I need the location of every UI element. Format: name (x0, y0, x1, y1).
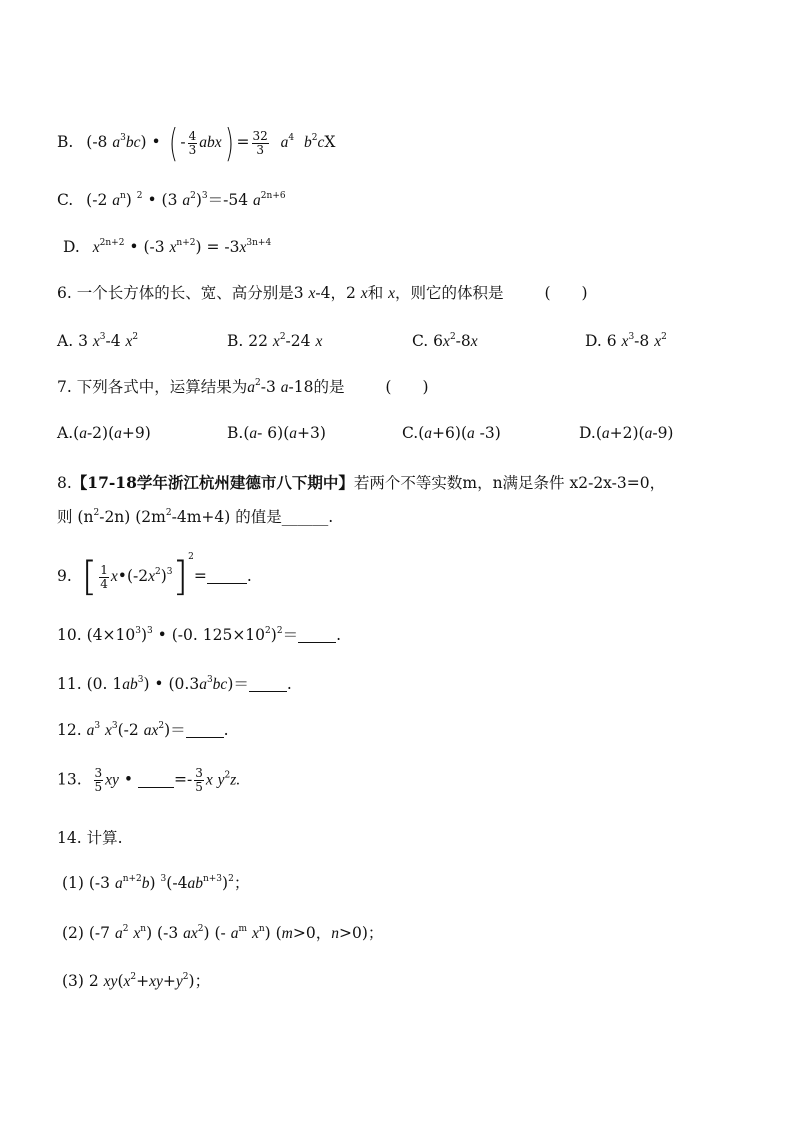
answer-blank[interactable] (186, 723, 224, 738)
fraction: $\frac{3}{5}$ (94, 766, 103, 794)
q5-option-d: D. $x^{2n+2}$ • (-3 $x^{n+2}) = -3x^{3n+4}$ (63, 238, 272, 256)
q13-question: 13. $\frac{3}{5}$ xy • =- $\frac{3}{5}$ x $y^2z$. (57, 766, 241, 794)
fraction: $\frac{1}{4}$ (100, 562, 108, 591)
answer-blank[interactable] (249, 677, 287, 692)
q8-stem: 8.【17-18学年浙江杭州建德市八下期中】若两个不等实数m，n满足条件 x2-2x-3=0， (57, 473, 666, 492)
q14-part-3: (3) 2 $xy(x^2+xy+y^2)$； (62, 972, 211, 990)
q6-stem: 6. 一个长方体的长、宽、高分别是3 x-4，2 x和 x，则它的体积是 ( ) (57, 284, 588, 302)
q7-stem: 7. 下列各式中，运算结果为$a^2-3$ a-18的是 ( ) (57, 378, 429, 396)
q11-question: 11. (0. $1ab^3$) • $(0.3a^3bc)=$ . (57, 675, 292, 693)
fraction: $\frac{3}{5}$ (195, 766, 203, 794)
answer-blank[interactable] (207, 569, 247, 584)
fraction: $\frac{4}{3}$ (188, 128, 197, 157)
fraction: $\frac{32}{3}$ (252, 128, 268, 157)
q14-stem: 14. 计算. (57, 829, 123, 847)
q5-option-b: B. (-8 $a^3bc$) • ( - $\frac{4}{3}$ abx) = $\frac{32}{3}$ $a^4$ $b^2cX$ (57, 121, 336, 165)
q14-part-1: (1) (-3 $a^{n+2}b$) $^3(-4ab^{n+3})^2$； (62, 874, 250, 892)
q14-part-2: (2) (-7 $a^2$ $x^n$) (-3 $ax^2$) (- $a^m$ $x^n$) (m>0，n>0)； (62, 924, 384, 942)
q9-question: 9. [ $\frac{1}{4}$ $x•(-2x^2)^3]^2=$ . (57, 552, 252, 600)
q5-option-c: C. (-2 $a^n$) $^2$ • (3 $a^2)^3=-54$ $a^{2n+6}$ (57, 191, 286, 209)
q10-question: 10. $(4\times 10^3)^3$ • (-0. $125\times 10^2)^2=$ . (57, 626, 342, 644)
q12-question: 12. $a^3$ $x^3(-2$ $ax^2)=$ . (57, 721, 229, 739)
q7-options: A.(a-2)(a+9) B.(a- 6)(a+3) C.(a+6)(a -3) D.(a+2)(a-9) (57, 424, 674, 442)
answer-blank[interactable] (138, 773, 174, 788)
answer-blank[interactable] (298, 628, 336, 643)
q8-line2: 则 $(n^2-2n)$ $(2m^2-4m+4)$ 的值是______. (57, 508, 334, 526)
q8-source: 【17-18学年浙江杭州建德市八下期中】 (71, 473, 354, 492)
q6-options: A. 3 $x^3-4$ $x^2$ B. 22 $x^2-24$ x C. $6x^2-8x$ D. 6 $x^3-8$ $x^2$ (57, 332, 667, 350)
